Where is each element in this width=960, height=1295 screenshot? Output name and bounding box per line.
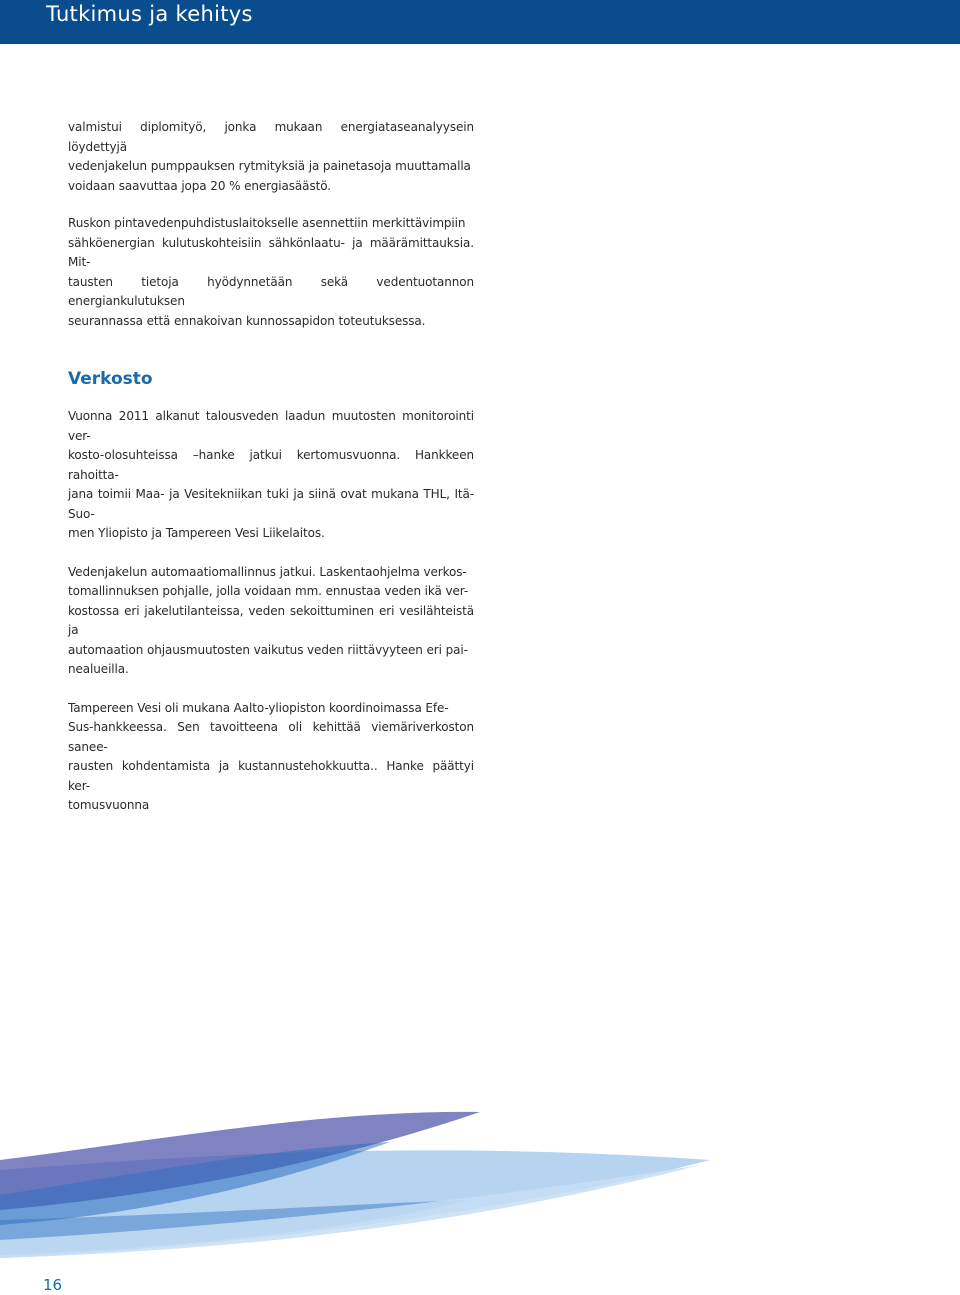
header-bar [0,0,960,44]
intro-paragraph-2: Ruskon pintavedenpuhdistuslaitokselle asennettiin merkittävimpiin sähköenergian kulutuskohteisiin sähkönlaatu- ja määrämittauksia. Mit- tausten tietoja hyödynnetään sekä vedentuotannon energiankulutuksen seurannassa että ennakoivan kunnossapidon toteutuksessa. [68,216,474,328]
section-heading-verkosto: Verkosto [68,369,153,389]
section-body-verkosto [68,407,474,816]
verkosto-paragraph-2: Vedenjakelun automaatiomallinnus jatkui. Laskentaohjelma verkos- tomallinnuksen pohjalle, jolla voidaan mm. ennustaa veden ikä ver- kostossa eri jakelutilanteissa, veden sekoittuminen eri vesilähteistä ja automaation ohjausmuutosten vaikutus veden riittävyyteen eri pai- nealueilla. [68,564,474,676]
main-content [68,118,474,816]
decorative-waves [0,1100,960,1260]
page-number: 16 [43,1276,63,1294]
page-title: Tutkimus ja kehitys [46,2,253,26]
verkosto-paragraph-3: Tampereen Vesi oli mukana Aalto-yliopiston koordinoimassa Efe- Sus-hankkeessa. Sen tavoitteena oli kehittää viemäriverkoston saneе- rausten kohdentamista ja kustannustehokkuutta.. Hanke päättyi ker- tomusvuonna [68,700,474,812]
intro-paragraph-1: valmistui diplomityö, jonka mukaan energiataseanalyysein löydettyjä vedenjakelun pumppauksen rytmityksiä ja painetasoja muuttamalla voidaan saavuttaa jopa 20 % energiasäästö. [68,120,474,193]
verkosto-paragraph-1: Vuonna 2011 alkanut talousveden laadun muutosten monitorointi ver- kosto-olosuhteissa –hanke jatkui kertomusvuonna. Hankkeen rahoitta- jana toimii Maa- ja Vesitekniikan tuki ja siinä ovat mukana THL, Itä-Suo- men Yliopisto ja Tampereen Vesi Liikelaitos. [68,409,474,540]
